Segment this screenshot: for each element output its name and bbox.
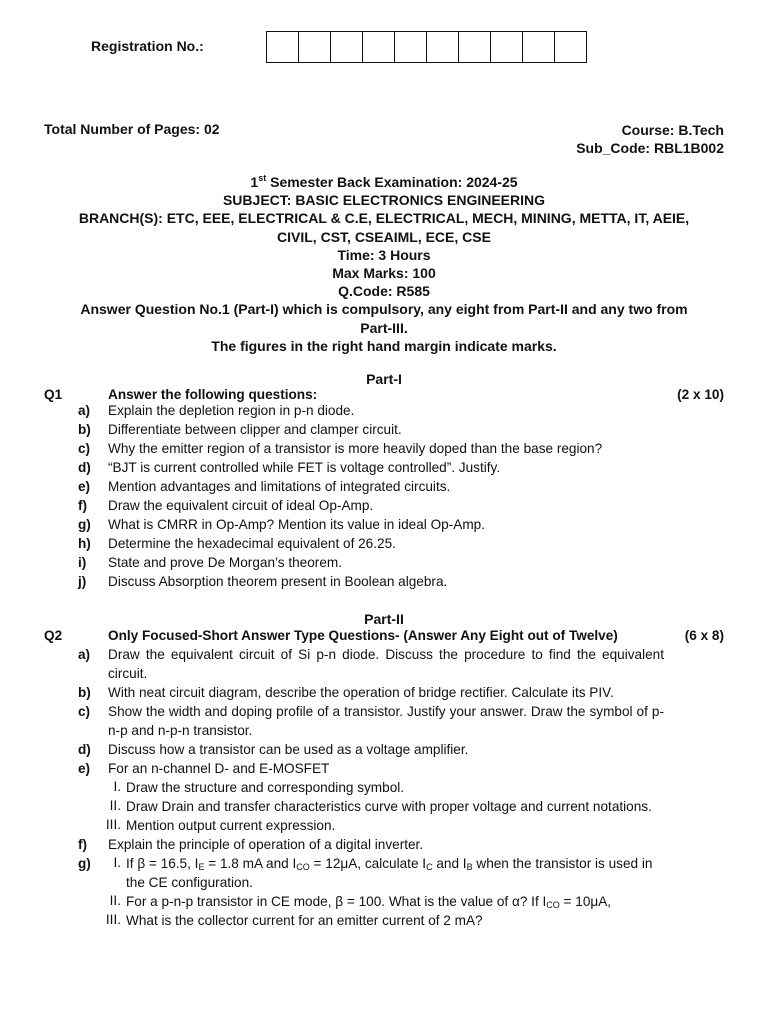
registration-digit-box[interactable] xyxy=(555,32,586,62)
q1-f-text: Draw the equivalent circuit of ideal Op-Amp. xyxy=(108,498,374,513)
q2-g-sub-1-line-2: the CE configuration. xyxy=(126,875,253,890)
q2-e-sub-2-text: Draw Drain and transfer characteristics curve with proper voltage and current notations. xyxy=(126,799,652,814)
semester-number: 1 xyxy=(250,174,259,190)
q2-f-letter: f) xyxy=(78,837,88,852)
g2-text-part: = 10μA, xyxy=(559,894,612,909)
q2-f-text: Explain the principle of operation of a digital inverter. xyxy=(108,837,424,852)
g1-text-part: when the transistor is used in xyxy=(472,856,653,871)
q2-g-sub-2-number: II. xyxy=(109,893,121,908)
q2-e-sub-1-number: I. xyxy=(113,779,121,794)
q1-h-letter: h) xyxy=(78,536,91,551)
q1-j-text: Discuss Absorption theorem present in Boolean algebra. xyxy=(108,574,448,589)
registration-digit-box[interactable] xyxy=(491,32,523,62)
q1-number: Q1 xyxy=(44,387,63,402)
g2-text-part: For a p-n-p transistor in CE mode, β = 100. What is the value of α? If I xyxy=(126,894,547,909)
q1-marks: (2 x 10) xyxy=(677,387,724,402)
registration-digit-box[interactable] xyxy=(299,32,331,62)
part-2-heading: Part-II xyxy=(364,611,404,627)
course: Course: B.Tech xyxy=(621,122,724,138)
registration-digit-box[interactable] xyxy=(363,32,395,62)
g1-text-part: = 12μA, calculate I xyxy=(309,856,427,871)
part-1-heading: Part-I xyxy=(366,371,402,387)
q1-g-letter: g) xyxy=(78,517,91,532)
branch-line-1: BRANCH(S): ETC, EEE, ELECTRICAL & C.E, ELECTRICAL, MECH, MINING, METTA, IT, AEIE, xyxy=(78,210,690,227)
course-info xyxy=(576,121,724,157)
q1-a-letter: a) xyxy=(78,403,91,418)
registration-digit-box[interactable] xyxy=(395,32,427,62)
registration-number-boxes xyxy=(266,31,587,63)
semester-superscript: st xyxy=(258,173,267,183)
q2-a-text: Draw the equivalent circuit of Si p-n diode. Discuss the procedure to find the equivalent circuit. xyxy=(108,647,664,681)
max-marks: Max Marks: 100 xyxy=(332,265,436,282)
registration-digit-box[interactable] xyxy=(331,32,363,62)
g1-text-part: = 1.8 mA and I xyxy=(204,856,297,871)
semester-text: Semester Back Examination: 2024-25 xyxy=(266,174,518,190)
g1-text-part: and I xyxy=(432,856,467,871)
registration-label: Registration No.: xyxy=(91,38,204,54)
g1-text-part: If β = 16.5, I xyxy=(126,856,199,871)
semester-title xyxy=(40,173,728,191)
instruction-line-3: The figures in the right hand margin indicate marks. xyxy=(211,337,557,354)
q1-d-text: “BJT is current controlled while FET is voltage controlled”. Justify. xyxy=(108,460,501,475)
q2-number: Q2 xyxy=(44,628,63,643)
subscript-co: CO xyxy=(296,862,310,872)
q1-e-letter: e) xyxy=(78,479,91,494)
q1-b-text: Differentiate between clipper and clamper circuit. xyxy=(108,422,402,437)
q2-d-text: Discuss how a transistor can be used as a voltage amplifier. xyxy=(108,742,469,757)
q2-e-sub-3-number: III. xyxy=(105,817,121,832)
q2-title: Only Focused-Short Answer Type Questions- (Answer Any Eight out of Twelve) xyxy=(108,628,618,643)
q2-e-letter: e) xyxy=(78,761,91,776)
registration-digit-box[interactable] xyxy=(267,32,299,62)
q2-g-sub-1-number: I. xyxy=(113,855,121,870)
time: Time: 3 Hours xyxy=(337,246,431,263)
q2-g-letter: g) xyxy=(78,856,91,871)
total-pages: Total Number of Pages: 02 xyxy=(44,121,220,137)
q-code: Q.Code: R585 xyxy=(338,283,430,300)
q1-b-letter: b) xyxy=(78,422,91,437)
q2-e-text: For an n-channel D- and E-MOSFET xyxy=(108,761,330,776)
q1-i-text: State and prove De Morgan’s theorem. xyxy=(108,555,342,570)
subscript-b: B xyxy=(466,862,473,872)
registration-digit-box[interactable] xyxy=(459,32,491,62)
subscript-c: C xyxy=(426,862,433,872)
q2-a-letter: a) xyxy=(78,647,91,662)
q2-g-sub-3-text: What is the collector current for an emitter current of 2 mA? xyxy=(126,913,483,928)
q2-c-text: Show the width and doping profile of a transistor. Justify your answer. Draw the symbol of p-n-p and n-p-n transistor. xyxy=(108,704,664,738)
q1-g-text: What is CMRR in Op-Amp? Mention its value in ideal Op-Amp. xyxy=(108,517,485,532)
q2-d-letter: d) xyxy=(78,742,91,757)
exam-title-block xyxy=(40,173,728,355)
q1-c-text: Why the emitter region of a transistor is more heavily doped than the base region? xyxy=(108,441,603,456)
q2-b-text: With neat circuit diagram, describe the operation of bridge rectifier. Calculate its PIV. xyxy=(108,685,614,700)
q2-e-sub-1-text: Draw the structure and corresponding symbol. xyxy=(126,780,405,795)
q2-marks: (6 x 8) xyxy=(684,628,724,643)
instruction-line-1: Answer Question No.1 (Part-I) which is compulsory, any eight from Part-II and any two from xyxy=(80,301,688,318)
q1-f-letter: f) xyxy=(78,498,88,513)
subject: SUBJECT: BASIC ELECTRONICS ENGINEERING xyxy=(222,192,546,209)
q2-e-sub-2-number: II. xyxy=(109,798,121,813)
q2-e-sub-3-text: Mention output current expression. xyxy=(126,818,336,833)
q1-d-letter: d) xyxy=(78,460,91,475)
registration-digit-box[interactable] xyxy=(427,32,459,62)
branch-line-2: CIVIL, CST, CSEAIML, ECE, CSE xyxy=(277,228,491,245)
subscript-co: CO xyxy=(546,900,560,910)
q2-g-sub-3-number: III. xyxy=(105,912,121,927)
instruction-line-2: Part-III. xyxy=(360,319,408,336)
subscript-e: E xyxy=(198,862,205,872)
registration-digit-box[interactable] xyxy=(523,32,555,62)
q1-j-letter: j) xyxy=(78,574,87,589)
q1-i-letter: i) xyxy=(78,555,87,570)
q1-a-text: Explain the depletion region in p-n diode. xyxy=(108,403,355,418)
q2-c-letter: c) xyxy=(78,704,91,719)
q1-title: Answer the following questions: xyxy=(108,387,318,402)
q1-h-text: Determine the hexadecimal equivalent of 26.25. xyxy=(108,536,396,551)
q1-e-text: Mention advantages and limitations of integrated circuits. xyxy=(108,479,451,494)
q1-c-letter: c) xyxy=(78,441,91,456)
sub-code: Sub_Code: RBL1B002 xyxy=(576,140,724,156)
q2-b-letter: b) xyxy=(78,685,91,700)
